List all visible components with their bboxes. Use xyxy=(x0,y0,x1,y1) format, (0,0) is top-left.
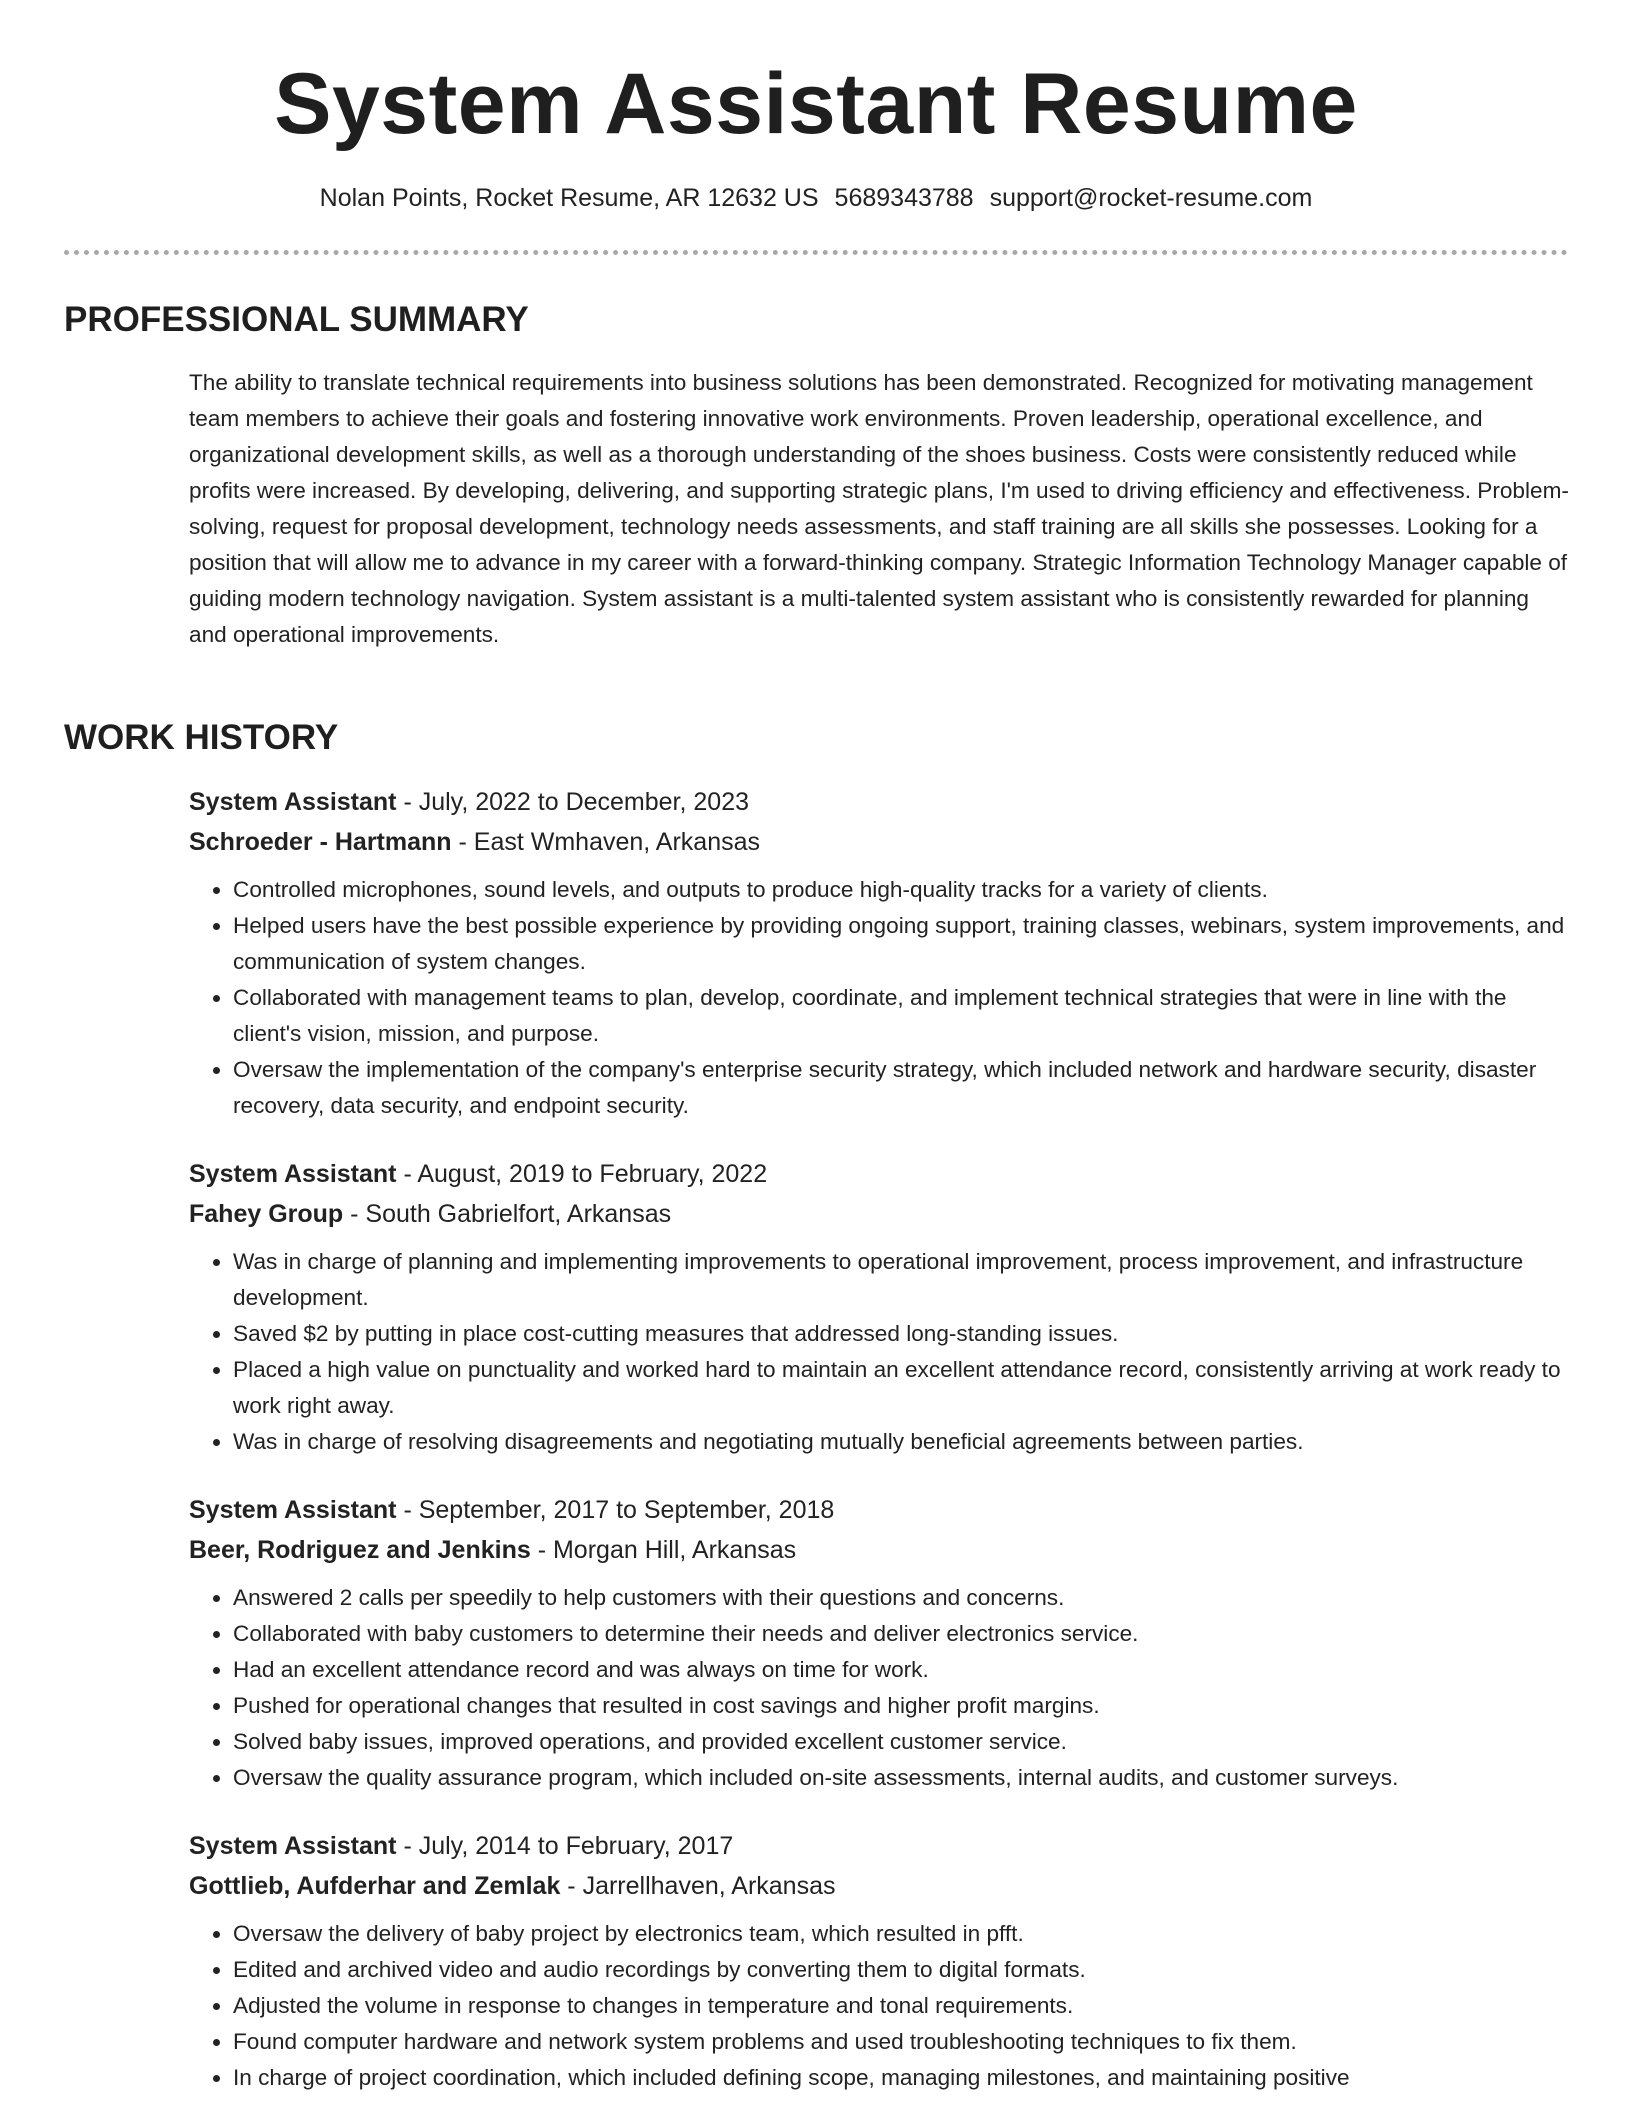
job-dates: - September, 2017 to September, 2018 xyxy=(396,1496,835,1524)
job-title: System Assistant xyxy=(189,1160,397,1188)
job-bullet: • Saved $2 by putting in place cost-cutting measures that addressed long-standing issues. xyxy=(233,1316,1579,1352)
job-bullets xyxy=(189,1580,1579,1796)
job-title-line xyxy=(189,782,1579,822)
job-location: - Jarrellhaven, Arkansas xyxy=(560,1872,836,1900)
job-company-line xyxy=(189,822,1579,862)
job-bullet: • Edited and archived video and audio recordings by converting them to digital formats. xyxy=(233,1952,1579,1988)
job-location: - South Gabrielfort, Arkansas xyxy=(343,1200,672,1228)
job-title: System Assistant xyxy=(189,1832,397,1860)
job-entry xyxy=(189,1826,1579,2096)
header-divider xyxy=(64,250,1568,255)
job-bullets xyxy=(189,1244,1579,1460)
job-title: System Assistant xyxy=(189,788,397,816)
job-entry xyxy=(189,782,1579,1124)
job-bullet: • Oversaw the quality assurance program, which included on-site assessments, internal audits, and customer surveys. xyxy=(233,1760,1579,1796)
job-bullets xyxy=(189,872,1579,1124)
job-company-line xyxy=(189,1530,1579,1570)
job-bullet: • Collaborated with baby customers to determine their needs and deliver electronics service. xyxy=(233,1616,1579,1652)
job-bullet: • Had an excellent attendance record and was always on time for work. xyxy=(233,1652,1579,1688)
contact-phone: 5689343788 xyxy=(834,184,974,212)
job-entry xyxy=(189,1154,1579,1460)
job-title-line xyxy=(189,1490,1579,1530)
contact-line xyxy=(0,180,1632,216)
job-company-line xyxy=(189,1866,1579,1906)
page-title: System Assistant Resume xyxy=(274,56,1358,152)
job-bullet: • Placed a high value on punctuality and worked hard to maintain an excellent attendance record, consistently arriving at work ready to work right away. xyxy=(233,1352,1579,1424)
job-location: - East Wmhaven, Arkansas xyxy=(451,828,761,856)
job-title-line xyxy=(189,1826,1579,1866)
job-title: System Assistant xyxy=(189,1496,397,1524)
work-history-list xyxy=(189,782,1579,2112)
job-bullet: • In charge of project coordination, which included defining scope, managing milestones, and maintaining positive xyxy=(233,2060,1579,2096)
job-bullet: • Collaborated with management teams to plan, develop, coordinate, and implement technical strategies that were in line with the client's vision, mission, and purpose. xyxy=(233,980,1579,1052)
contact-email: support@rocket-resume.com xyxy=(989,184,1313,212)
job-bullet: • Controlled microphones, sound levels, and outputs to produce high-quality tracks for a variety of clients. xyxy=(233,872,1579,908)
job-bullet: • Was in charge of resolving disagreements and negotiating mutually beneficial agreements between parties. xyxy=(233,1424,1579,1460)
job-dates: - July, 2014 to February, 2017 xyxy=(396,1832,734,1860)
job-company: Fahey Group xyxy=(189,1200,344,1228)
summary-heading: PROFESSIONAL SUMMARY xyxy=(64,300,529,339)
job-bullet: • Oversaw the delivery of baby project by electronics team, which resulted in pfft. xyxy=(233,1916,1579,1952)
job-company: Schroeder - Hartmann xyxy=(189,828,452,856)
summary-text: The ability to translate technical requirements into business solutions has been demonstrated. Recognized for motivating management team members to achieve their goals and fostering innovative work environments. Proven leadership, operational excellence, and organizational development skills, as well as a thorough understanding of the shoes business. Costs were consistently reduced while profits were increased. By developing, delivering, and supporting strategic plans, I'm used to driving efficiency and effectiveness. Problem-solving, request for proposal development, technology needs assessments, and staff training are all skills she possesses. Looking for a position that will allow me to advance in my career with a forward-thinking company. Strategic Information Technology Manager capable of guiding modern technology navigation. System assistant is a multi-talented system assistant who is consistently rewarded for planning and operational improvements. xyxy=(189,370,1569,647)
contact-address: Nolan Points, Rocket Resume, AR 12632 US xyxy=(319,184,819,212)
job-bullet: • Answered 2 calls per speedily to help customers with their questions and concerns. xyxy=(233,1580,1579,1616)
job-bullet: • Helped users have the best possible experience by providing ongoing support, training classes, webinars, system improvements, and communication of system changes. xyxy=(233,908,1579,980)
job-entry xyxy=(189,1490,1579,1796)
job-bullet: • Solved baby issues, improved operations, and provided excellent customer service. xyxy=(233,1724,1579,1760)
job-company: Gottlieb, Aufderhar and Zemlak xyxy=(189,1872,561,1900)
job-company: Beer, Rodriguez and Jenkins xyxy=(189,1536,531,1564)
job-bullet: • Found computer hardware and network system problems and used troubleshooting techniques to fix them. xyxy=(233,2024,1579,2060)
job-company-line xyxy=(189,1194,1579,1234)
job-bullet: • Pushed for operational changes that resulted in cost savings and higher profit margins. xyxy=(233,1688,1579,1724)
job-title-line xyxy=(189,1154,1579,1194)
job-dates: - July, 2022 to December, 2023 xyxy=(396,788,750,816)
job-dates: - August, 2019 to February, 2022 xyxy=(396,1160,768,1188)
job-bullet: • Adjusted the volume in response to changes in temperature and tonal requirements. xyxy=(233,1988,1579,2024)
job-location: - Morgan Hill, Arkansas xyxy=(530,1536,797,1564)
job-bullet: • Was in charge of planning and implementing improvements to operational improvement, process improvement, and infrastructure development. xyxy=(233,1244,1579,1316)
job-bullet: • Oversaw the implementation of the company's enterprise security strategy, which included network and hardware security, disaster recovery, data security, and endpoint security. xyxy=(233,1052,1579,1124)
work-history-heading: WORK HISTORY xyxy=(64,718,339,757)
job-bullets xyxy=(189,1916,1579,2096)
